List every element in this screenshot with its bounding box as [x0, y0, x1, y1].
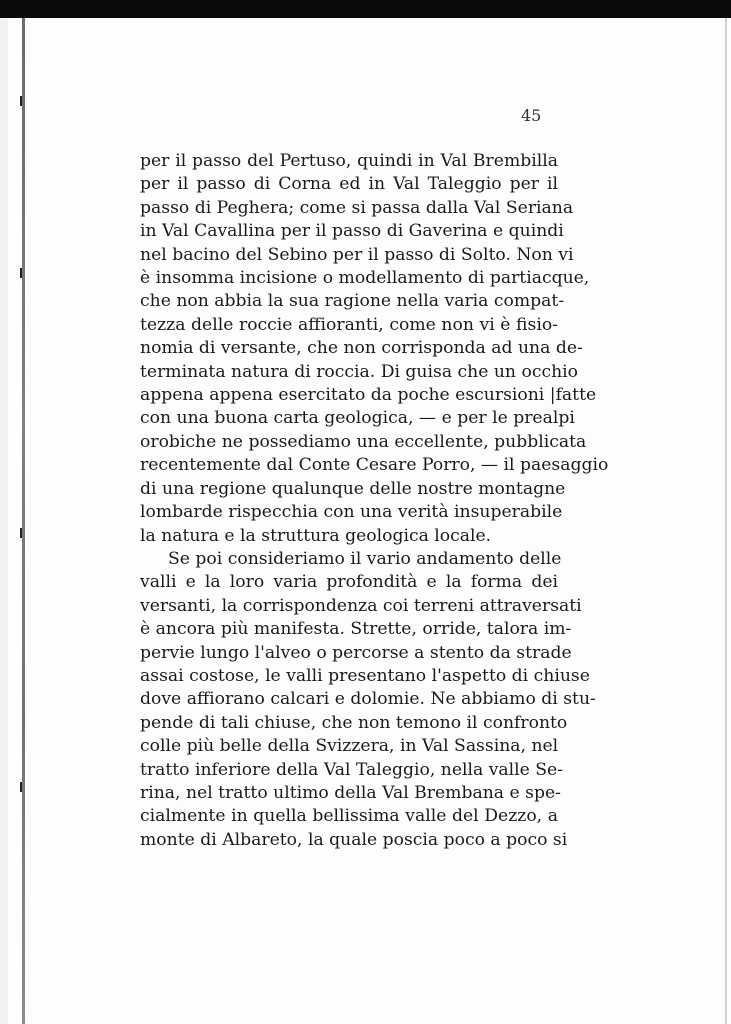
text-line: di una regione qualunque delle nostre montagne [140, 478, 566, 499]
binding-mark [20, 96, 28, 106]
text-line: in Val Cavallina per il passo di Gaverina e quindi [140, 221, 564, 242]
text-line: lombarde rispecchia con una verità insuperabile [140, 502, 563, 523]
text-line: che non abbia la sua ragione nella varia compat- [140, 291, 565, 312]
text-line: per il passo di Corna ed in Val Taleggio per il [140, 174, 558, 195]
text-line: dove affiorano calcari e dolomie. Ne abbiamo di stu- [140, 689, 596, 710]
text-line: terminata natura di roccia. Di guisa che un occhio [140, 361, 578, 382]
text-line: colle più belle della Svizzera, in Val Sassina, nel [140, 736, 559, 757]
text-line: nel bacino del Sebino per il passo di Solto. Non vi [140, 244, 574, 265]
text-line: cialmente in quella bellissima valle del Dezzo, a [140, 806, 558, 827]
text-line: versanti, la corrispondenza coi terreni attraversati [140, 595, 582, 616]
text-line: nomia di versante, che non corrisponda ad una de- [140, 338, 583, 359]
body-text [140, 150, 609, 852]
text-line: è ancora più manifesta. Strette, orride, talora im- [140, 619, 572, 640]
page-number: 45 [521, 106, 542, 125]
text-line: la natura e la struttura geologica locale. [140, 525, 492, 546]
text-line: rina, nel tratto ultimo della Val Brembana e spe- [140, 782, 561, 803]
text-line: tratto inferiore della Val Taleggio, nella valle Se- [140, 759, 564, 780]
text-line: pende di tali chiuse, che non temono il confronto [140, 712, 568, 733]
text-line: è insomma incisione o modellamento di partiacque, [140, 268, 590, 289]
text-line: per il passo del Pertuso, quindi in Val Brembilla [140, 151, 558, 171]
text-line: recentemente dal Conte Cesare Porro, — il paesaggio [140, 455, 609, 476]
text-line: monte di Albareto, la quale poscia poco a poco si [140, 829, 568, 850]
text-line: passo di Peghera; come si passa dalla Val Seriana [140, 197, 574, 218]
text-line: con una buona carta geologica, — e per le prealpi [140, 408, 575, 429]
scan-top-border [0, 0, 731, 18]
scan-binding-edge [22, 18, 25, 1024]
text-line: assai costose, le valli presentano l'aspetto di chiuse [140, 665, 590, 686]
text-line: valli e la loro varia profondità e la forma dei [140, 572, 558, 593]
binding-mark [20, 268, 28, 278]
text-line: orobiche ne possediamo una eccellente, pubblicata [140, 431, 587, 452]
text-line: Se poi consideriamo il vario andamento delle [168, 548, 562, 569]
text-line: appena appena esercitato da poche escursioni |fatte [140, 385, 597, 406]
text-line: tezza delle roccie affioranti, come non vi è fisio- [140, 314, 558, 335]
text-line: pervie lungo l'alveo o percorse a stento da strade [140, 642, 572, 663]
scan-left-margin [0, 18, 8, 1024]
binding-mark [20, 528, 28, 538]
binding-mark [20, 782, 28, 792]
scan-right-edge [725, 18, 727, 1024]
